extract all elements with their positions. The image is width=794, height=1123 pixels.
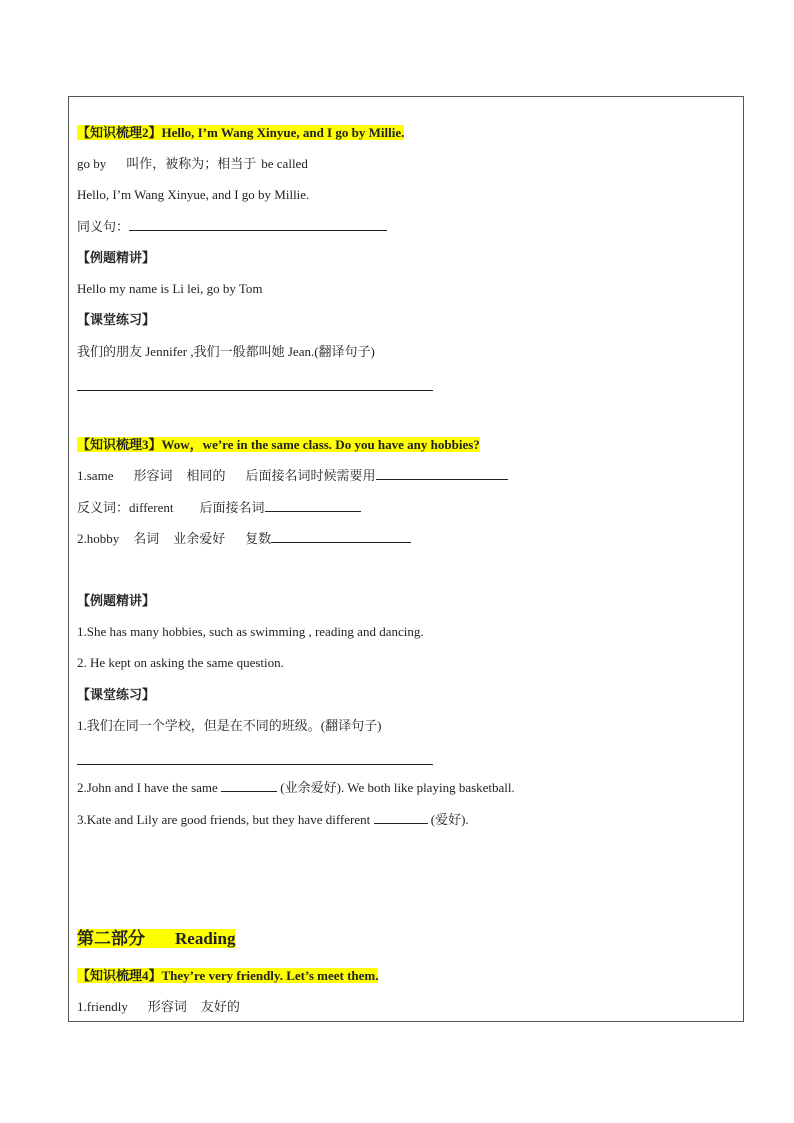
question-text: 3.Kate and Lily are good friends, but they have different	[77, 812, 371, 827]
phrase: go by	[77, 156, 107, 171]
antonym-note: 后面接名词	[199, 500, 265, 515]
heading-tag: 【知识梳理	[77, 125, 143, 140]
hobby-definition	[77, 530, 411, 548]
heading-text: 】Wow，we’re in the same class. Do you have any hobbies?	[148, 437, 480, 452]
friendly-definition	[77, 998, 240, 1016]
plural-label: 复数	[245, 531, 272, 546]
vocab-word: 1.same	[77, 468, 114, 483]
synonym-answer-blank[interactable]	[129, 218, 387, 231]
heading-text: 】They’re very friendly. Let’s meet them.	[148, 968, 379, 983]
heading-number: 4	[142, 968, 149, 983]
practice3-answer-blank[interactable]	[374, 811, 428, 824]
heading-tag: 【知识梳理	[77, 437, 143, 452]
part-of-speech: 形容词	[147, 999, 187, 1014]
section2-definition	[77, 155, 308, 173]
practice2-answer-blank[interactable]	[221, 779, 277, 792]
part-of-speech: 名词	[133, 531, 160, 546]
synonym-label: 同义句：	[77, 219, 130, 234]
section2-sentence: Hello, I’m Wang Xinyue, and I go by Millie.	[77, 187, 310, 202]
example-label: 【例题精讲】	[77, 593, 156, 608]
antonym-line	[77, 499, 361, 517]
usage-note: 后面接名词时候需要用	[245, 468, 376, 483]
example-sentence-2: 2. He kept on asking the same question.	[77, 655, 284, 670]
example-text: Hello my name is Li lei, go by Tom	[77, 281, 263, 296]
antonym-label: 反义词：different	[77, 500, 174, 515]
plural-answer-blank[interactable]	[271, 530, 411, 543]
question-text: 2.John and I have the same	[77, 780, 218, 795]
part-title-cn: 第二部分	[77, 929, 145, 948]
practice-answer-line[interactable]	[77, 390, 433, 391]
heading-number: 2	[142, 125, 149, 140]
word-meaning: 相同的	[186, 468, 226, 483]
part-of-speech: 形容词	[133, 468, 173, 483]
word-meaning: 业余爱好	[173, 531, 226, 546]
practice-text: 我们的朋友 Jennifer ,我们一般都叫她 Jean.(翻译句子)	[77, 344, 375, 359]
section3-heading	[77, 436, 480, 454]
same-answer-blank[interactable]	[376, 467, 508, 480]
synonym-line	[77, 218, 387, 236]
word-meaning: 友好的	[200, 999, 240, 1014]
same-definition	[77, 467, 508, 485]
vocab-word: 1.friendly	[77, 999, 128, 1014]
practice1-answer-line[interactable]	[77, 764, 433, 765]
question-hint: (业余爱好). We both like playing basketball.	[280, 780, 515, 795]
practice-question-3	[77, 811, 469, 829]
heading-text: 】Hello, I’m Wang Xinyue, and I go by Millie.	[148, 125, 405, 140]
section2-heading	[77, 124, 404, 142]
antonym-answer-blank[interactable]	[265, 499, 361, 512]
heading-tag: 【知识梳理	[77, 968, 143, 983]
vocab-word: 2.hobby	[77, 531, 120, 546]
part2-title	[77, 928, 235, 950]
practice-question-2	[77, 779, 515, 797]
section4-heading	[77, 967, 378, 985]
practice-question-1: 1.我们在同一个学校，但是在不同的班级。(翻译句子)	[77, 718, 382, 733]
practice-label: 【课堂练习】	[77, 312, 156, 327]
example-sentence-1: 1.She has many hobbies, such as swimming , reading and dancing.	[77, 624, 424, 639]
phrase-equivalent: be called	[261, 156, 308, 171]
example-label: 【例题精讲】	[77, 250, 156, 265]
practice-label: 【课堂练习】	[77, 687, 156, 702]
question-hint: (爱好).	[430, 812, 469, 827]
phrase-meaning: 叫作，被称为；相当于	[126, 156, 257, 171]
part-title-en: Reading	[175, 929, 236, 948]
heading-number: 3	[142, 437, 149, 452]
